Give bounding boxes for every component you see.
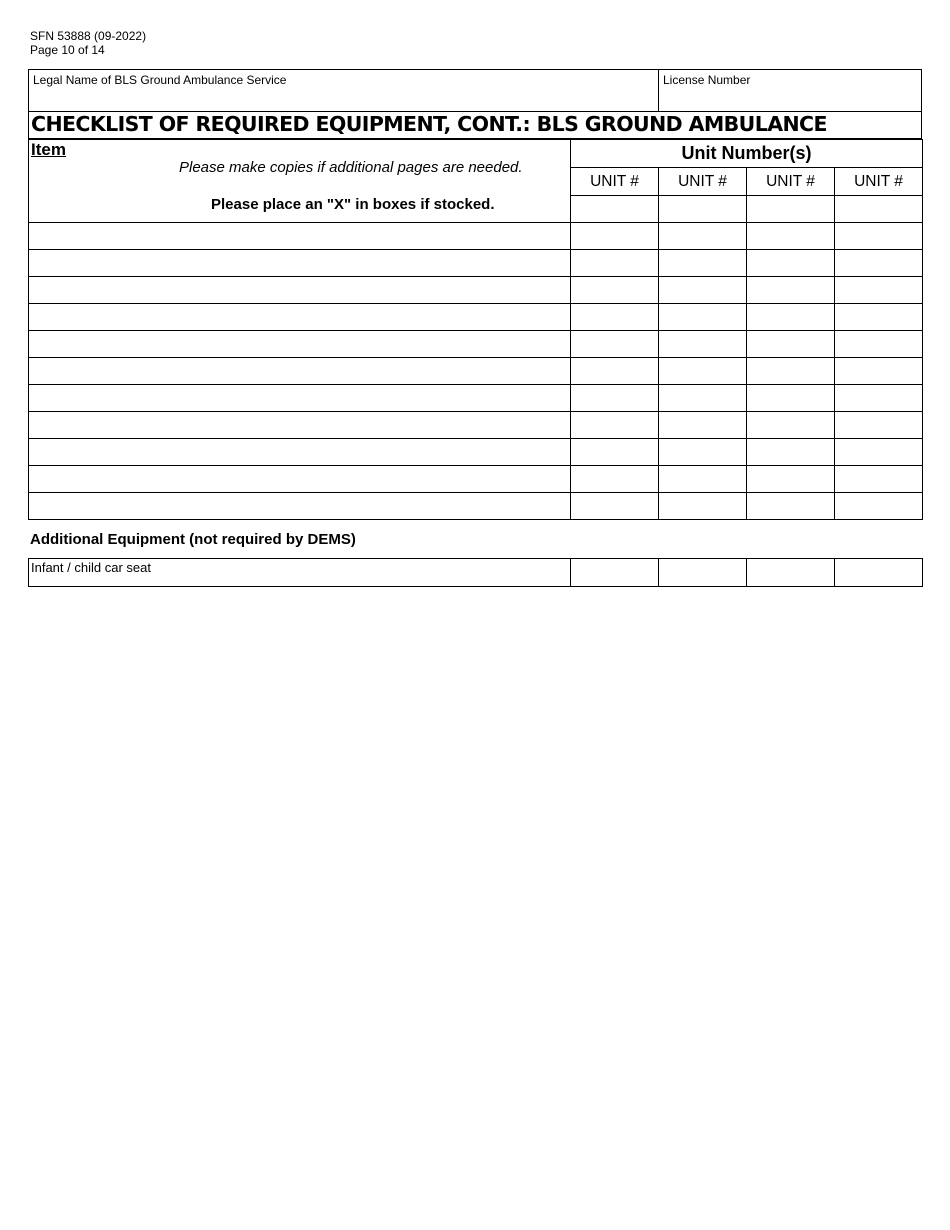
- table-row: [29, 466, 923, 493]
- legal-name-field[interactable]: [29, 70, 659, 111]
- legal-name-label: Legal Name of BLS Ground Ambulance Service: [33, 73, 287, 87]
- stock-checkbox-cell[interactable]: [835, 304, 923, 331]
- stock-checkbox-cell[interactable]: [747, 493, 835, 520]
- stock-checkbox-cell[interactable]: [835, 439, 923, 466]
- item-entry-cell[interactable]: [29, 304, 571, 331]
- table-row: [29, 358, 923, 385]
- stock-checkbox-cell[interactable]: [747, 439, 835, 466]
- stock-checkbox-cell[interactable]: [747, 331, 835, 358]
- stock-checkbox-cell[interactable]: [571, 493, 659, 520]
- license-number-field[interactable]: [659, 70, 921, 111]
- item-entry-cell[interactable]: [29, 493, 571, 520]
- item-entry-cell[interactable]: [29, 250, 571, 277]
- table-row: [29, 559, 923, 587]
- stock-checkbox-cell[interactable]: [571, 358, 659, 385]
- unit-column-header-3: UNIT #: [747, 168, 835, 196]
- stock-checkbox-cell[interactable]: [571, 223, 659, 250]
- stock-checkbox-cell[interactable]: [659, 223, 747, 250]
- item-entry-cell[interactable]: [29, 439, 571, 466]
- stock-checkbox-cell[interactable]: [571, 331, 659, 358]
- stock-checkbox-cell[interactable]: [835, 412, 923, 439]
- header-row: [28, 69, 922, 112]
- stock-checkbox-cell[interactable]: [835, 358, 923, 385]
- stock-checkbox-cell[interactable]: [659, 304, 747, 331]
- form-number: SFN 53888 (09-2022): [30, 29, 147, 43]
- item-entry-cell[interactable]: [29, 331, 571, 358]
- table-row: [29, 493, 923, 520]
- stock-checkbox-cell[interactable]: [747, 277, 835, 304]
- stock-checkbox-cell[interactable]: [659, 385, 747, 412]
- stock-checkbox-cell[interactable]: [747, 358, 835, 385]
- stock-checkbox-cell[interactable]: [747, 250, 835, 277]
- stock-checkbox-cell[interactable]: [747, 385, 835, 412]
- stock-checkbox-cell[interactable]: [747, 412, 835, 439]
- table-row: [29, 412, 923, 439]
- table-row: [29, 304, 923, 331]
- item-entry-cell[interactable]: [29, 466, 571, 493]
- form-identifier: [30, 29, 146, 57]
- table-row: [29, 277, 923, 304]
- stock-checkbox-cell[interactable]: [659, 277, 747, 304]
- unit-number-entry-4[interactable]: [835, 196, 923, 223]
- stock-checkbox-cell[interactable]: [659, 559, 747, 587]
- stock-checkbox-cell[interactable]: [747, 223, 835, 250]
- item-entry-cell[interactable]: [29, 277, 571, 304]
- item-entry-cell[interactable]: [29, 412, 571, 439]
- stock-checkbox-cell[interactable]: [747, 304, 835, 331]
- unit-number-entry-3[interactable]: [747, 196, 835, 223]
- stock-checkbox-cell[interactable]: [659, 439, 747, 466]
- additional-equipment-label: Additional Equipment (not required by DEMS): [30, 531, 356, 548]
- table-row: [29, 331, 923, 358]
- stock-checkbox-cell[interactable]: [835, 250, 923, 277]
- copies-note: Please make copies if additional pages are needed.: [179, 159, 523, 176]
- unit-number-entry-1[interactable]: [571, 196, 659, 223]
- stock-checkbox-cell[interactable]: [571, 304, 659, 331]
- additional-equipment-table: [28, 558, 923, 587]
- stock-checkbox-cell[interactable]: [835, 277, 923, 304]
- stock-checkbox-cell[interactable]: [571, 466, 659, 493]
- unit-numbers-header: Unit Number(s): [571, 140, 923, 168]
- equipment-checklist-table: [28, 139, 923, 520]
- stock-checkbox-cell[interactable]: [571, 250, 659, 277]
- stock-checkbox-cell[interactable]: [659, 466, 747, 493]
- stock-checkbox-cell[interactable]: [659, 331, 747, 358]
- stock-checkbox-cell[interactable]: [659, 493, 747, 520]
- stock-checkbox-cell[interactable]: [571, 385, 659, 412]
- page-number: Page 10 of 14: [30, 43, 105, 57]
- unit-column-header-2: UNIT #: [659, 168, 747, 196]
- stock-checkbox-cell[interactable]: [747, 559, 835, 587]
- stock-checkbox-cell[interactable]: [571, 412, 659, 439]
- item-entry-cell[interactable]: [29, 385, 571, 412]
- item-entry-cell[interactable]: [29, 223, 571, 250]
- unit-column-header-1: UNIT #: [571, 168, 659, 196]
- stock-checkbox-cell[interactable]: [835, 559, 923, 587]
- unit-column-header-4: UNIT #: [835, 168, 923, 196]
- additional-item-name: Infant / child car seat: [29, 559, 571, 587]
- stock-checkbox-cell[interactable]: [659, 358, 747, 385]
- stock-checkbox-cell[interactable]: [571, 439, 659, 466]
- table-row: [29, 223, 923, 250]
- stock-checkbox-cell[interactable]: [659, 412, 747, 439]
- stock-checkbox-cell[interactable]: [571, 277, 659, 304]
- stock-checkbox-cell[interactable]: [659, 250, 747, 277]
- unit-number-entry-2[interactable]: [659, 196, 747, 223]
- stock-checkbox-cell[interactable]: [747, 466, 835, 493]
- item-header-cell: [29, 140, 571, 223]
- stock-checkbox-cell[interactable]: [835, 385, 923, 412]
- section-title: CHECKLIST OF REQUIRED EQUIPMENT, CONT.: BLS GROUND AMBULANCE: [28, 111, 922, 139]
- stock-checkbox-cell[interactable]: [835, 223, 923, 250]
- table-row: [29, 385, 923, 412]
- table-row: [29, 439, 923, 466]
- stock-checkbox-cell[interactable]: [835, 466, 923, 493]
- stock-checkbox-cell[interactable]: [571, 559, 659, 587]
- table-row: [29, 250, 923, 277]
- stock-checkbox-cell[interactable]: [835, 331, 923, 358]
- stock-checkbox-cell[interactable]: [835, 493, 923, 520]
- item-entry-cell[interactable]: [29, 358, 571, 385]
- stocked-instruction: Please place an "X" in boxes if stocked.: [211, 196, 495, 213]
- item-column-label: Item: [31, 140, 66, 159]
- license-number-label: License Number: [663, 73, 751, 87]
